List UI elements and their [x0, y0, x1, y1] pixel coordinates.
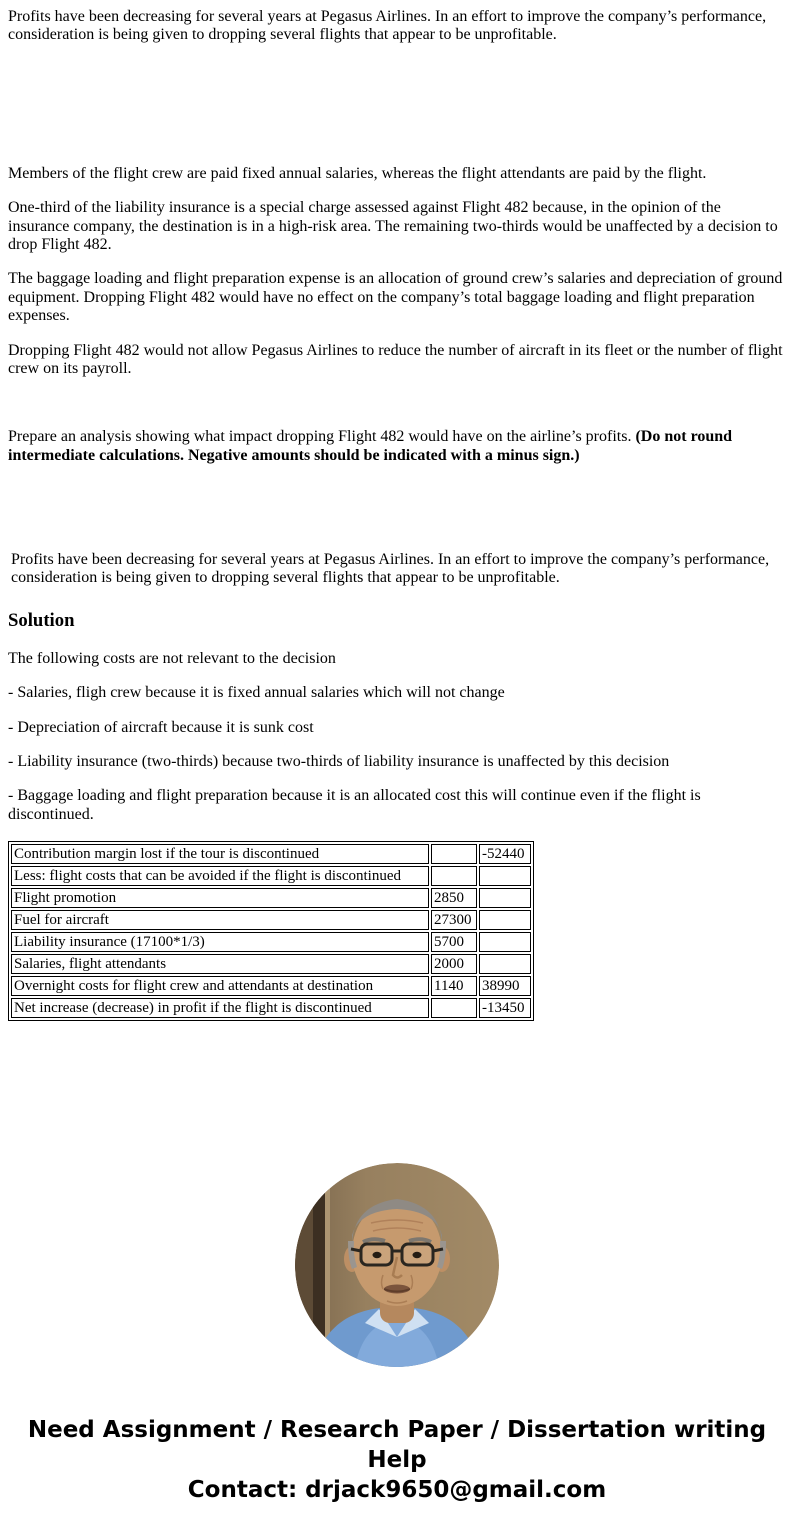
table-cell-amount: 2850	[431, 888, 477, 908]
table-row	[11, 932, 531, 952]
table-row	[11, 976, 531, 996]
footer-promo	[27, 1415, 767, 1505]
intro-paragraph: Profits have been decreasing for several years at Pegasus Airlines. In an effort to improve the company’s performance, consideration is being given to dropping several flights that appear to be unprofitable.	[8, 8, 767, 44]
table-cell-amount: 27300	[431, 910, 477, 930]
table-cell-amount	[431, 844, 477, 864]
table-cell-total	[479, 888, 531, 908]
table-cell-label: Overnight costs for flight crew and attendants at destination	[11, 976, 429, 996]
table-cell-total: 38990	[479, 976, 531, 996]
prepare-analysis-text: Prepare an analysis showing what impact dropping Flight 482 would have on the airline’s profits.	[8, 428, 636, 446]
tutor-portrait-illustration	[295, 1163, 499, 1367]
table-cell-total: -13450	[479, 998, 531, 1018]
table-cell-amount: 2000	[431, 954, 477, 974]
table-cell-total	[479, 932, 531, 952]
footer-contact-email: Contact: drjack9650@gmail.com	[187, 1477, 607, 1504]
table-cell-label: Contribution margin lost if the tour is discontinued	[11, 844, 429, 864]
table-cell-label: Salaries, flight attendants	[11, 954, 429, 974]
table-cell-amount: 1140	[431, 976, 477, 996]
table-cell-amount: 5700	[431, 932, 477, 952]
table-cell-label: Less: flight costs that can be avoided if the flight is discontinued	[11, 866, 429, 886]
repeated-intro-paragraph: Profits have been decreasing for several years at Pegasus Airlines. In an effort to improve the company’s performance, consideration is being given to dropping several flights that appear to be unprofitable.	[11, 551, 770, 587]
table-cell-total: -52440	[479, 844, 531, 864]
bullet-salaries-flight-crew: - Salaries, fligh crew because it is fixed annual salaries which will not change	[8, 684, 505, 702]
table-row	[11, 954, 531, 974]
table-row	[11, 866, 531, 886]
footer-help-text: Need Assignment / Research Paper / Dissertation writing Help	[27, 1417, 767, 1474]
cost-analysis-table	[8, 841, 534, 1021]
fact-paragraph-crew-salaries: Members of the flight crew are paid fixed annual salaries, whereas the flight attendants are paid by the flight.	[8, 164, 707, 182]
prepare-analysis-paragraph	[8, 428, 786, 465]
table-cell-total	[479, 866, 531, 886]
table-cell-label: Net increase (decrease) in profit if the flight is discontinued	[11, 998, 429, 1018]
fact-paragraph-liability-insurance: One-third of the liability insurance is a special charge assessed against Flight 482 because, in the opinion of the insurance company, the destination is in a high-risk area. The remaining two-thirds would be unaffected by a decision to drop Flight 482.	[8, 199, 778, 253]
solution-heading: Solution	[8, 609, 75, 631]
table-row	[11, 888, 531, 908]
table-cell-label: Flight promotion	[11, 888, 429, 908]
tutor-avatar	[295, 1163, 499, 1367]
bullet-baggage-loading: - Baggage loading and flight preparation because it is an allocated cost this will continue even if the flight is discontinued.	[8, 787, 701, 823]
table-cell-label: Liability insurance (17100*1/3)	[11, 932, 429, 952]
table-cell-label: Fuel for aircraft	[11, 910, 429, 930]
prepare-analysis-bold-note: (Do not round intermediate calculations. Negative amounts should be indicated with a minus sign.)	[8, 428, 733, 464]
bullet-depreciation: - Depreciation of aircraft because it is sunk cost	[8, 718, 314, 736]
table-row	[11, 844, 531, 864]
fact-paragraph-fleet: Dropping Flight 482 would not allow Pegasus Airlines to reduce the number of aircraft in its fleet or the number of flight crew on its payroll.	[8, 341, 783, 377]
table-row	[11, 998, 531, 1018]
table-cell-amount	[431, 998, 477, 1018]
not-relevant-intro: The following costs are not relevant to the decision	[8, 649, 336, 667]
table-row	[11, 910, 531, 930]
bullet-liability-insurance: - Liability insurance (two-thirds) because two-thirds of liability insurance is unaffected by this decision	[8, 753, 670, 771]
table-cell-total	[479, 954, 531, 974]
table-cell-amount	[431, 866, 477, 886]
table-cell-total	[479, 910, 531, 930]
fact-paragraph-baggage-loading: The baggage loading and flight preparation expense is an allocation of ground crew’s salaries and depreciation of ground equipment. Dropping Flight 482 would have no effect on the company’s total baggage loading and flight preparation expenses.	[8, 270, 783, 325]
